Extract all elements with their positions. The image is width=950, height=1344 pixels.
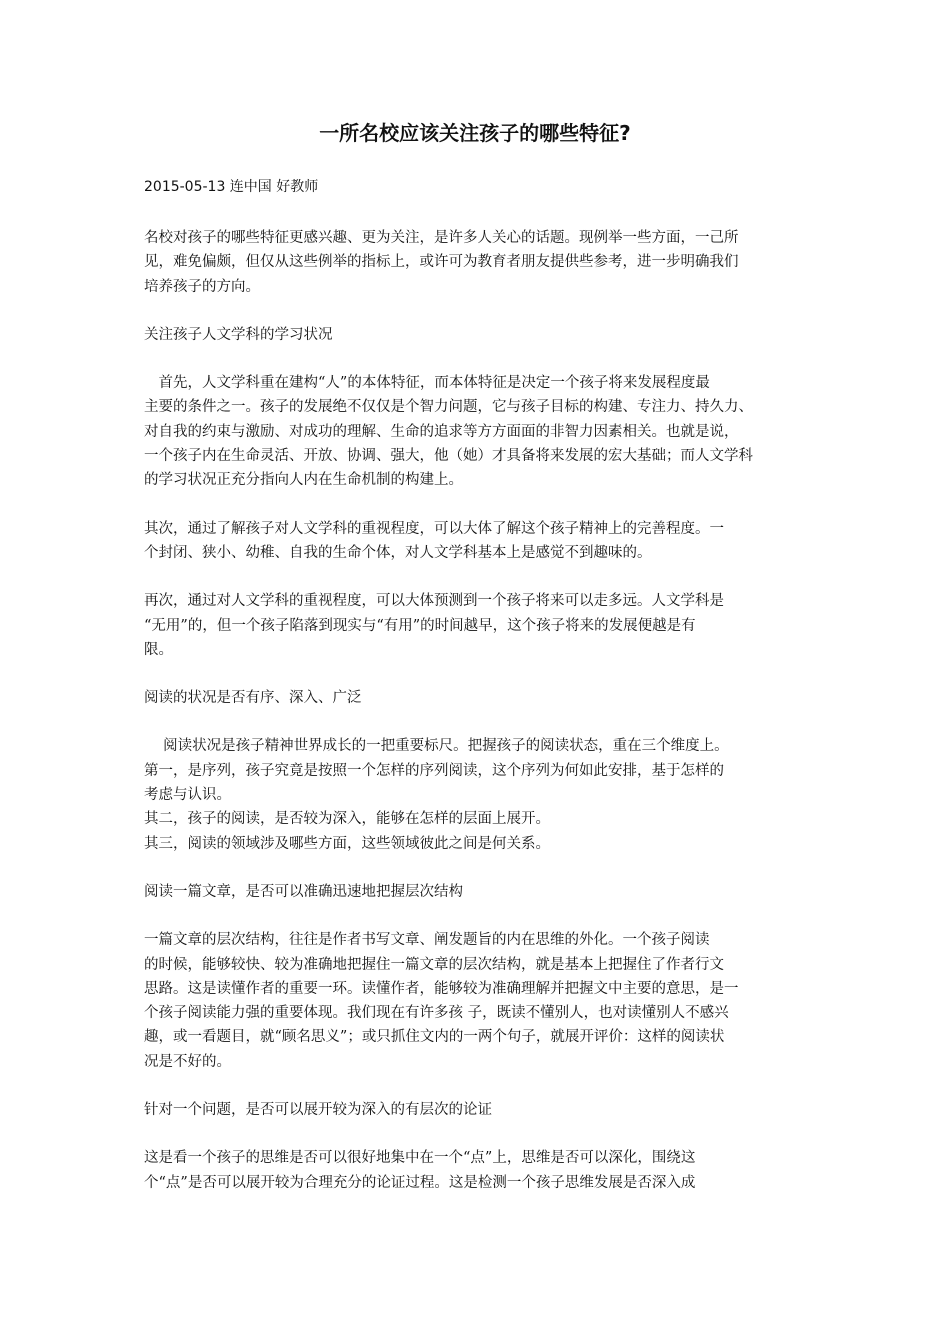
text-line: 第一，是序列，孩子究竟是按照一个怎样的序列阅读，这个序列为何如此安排，基于怎样的 bbox=[144, 762, 724, 779]
section-heading: 阅读的状况是否有序、深入、广泛 bbox=[144, 690, 362, 707]
paragraph bbox=[144, 371, 808, 492]
article-body bbox=[144, 226, 808, 1219]
text-line: 对自我的约束与激励、对成功的理解、生命的追求等方方面面的非智力因素相关。也就是说， bbox=[144, 423, 739, 440]
article-meta: 2015-05-13 连中国 好教师 bbox=[144, 179, 319, 195]
text-line: 首先，人文学科重在建构“人”的本体特征，而本体特征是决定一个孩子将来发展程度最 bbox=[144, 375, 710, 392]
text-line: 思路。这是读懂作者的重要一环。读懂作者，能够较为准确理解并把握文中主要的意思，是一 bbox=[144, 980, 739, 997]
paragraph bbox=[144, 589, 808, 662]
section-heading: 关注孩子人文学科的学习状况 bbox=[144, 326, 333, 343]
text-line: 个封闭、狭小、幼稚、自我的生命个体，对人文学科基本上是感觉不到趣味的。 bbox=[144, 544, 652, 561]
paragraph bbox=[144, 1146, 808, 1195]
text-line: 的学习状况正充分指向人内在生命机制的构建上。 bbox=[144, 472, 463, 489]
text-line: 主要的条件之一。孩子的发展绝不仅仅是个智力问题，它与孩子目标的构建、专注力、持久力、 bbox=[144, 399, 753, 416]
paragraph bbox=[144, 734, 808, 855]
text-line: 培养孩子的方向。 bbox=[144, 278, 260, 295]
paragraph bbox=[144, 517, 808, 566]
text-line: 其次，通过了解孩子对人文学科的重视程度，可以大体了解这个孩子精神上的完善程度。一 bbox=[144, 520, 724, 537]
text-line: 个孩子阅读能力强的重要体现。我们现在有许多孩 子，既读不懂别人，也对读懂别人不感兴 bbox=[144, 1005, 729, 1022]
intro-paragraph bbox=[144, 226, 808, 299]
text-line: 再次，通过对人文学科的重视程度，可以大体预测到一个孩子将来可以走多远。人文学科是 bbox=[144, 593, 724, 610]
text-line: 趣，或一看题目，就“顾名思义”；或只抓住文内的一两个句子，就展开评价：这样的阅读状 bbox=[144, 1029, 725, 1046]
text-line: 的时候，能够较快、较为准确地把握住一篇文章的层次结构，就是基本上把握住了作者行文 bbox=[144, 956, 724, 973]
text-line: 其二，孩子的阅读，是否较为深入，能够在怎样的层面上展开。 bbox=[144, 811, 550, 828]
text-line: 考虑与认识。 bbox=[144, 787, 231, 804]
text-line: 况是不好的。 bbox=[144, 1053, 231, 1070]
text-line: 名校对孩子的哪些特征更感兴趣、更为关注，是许多人关心的话题。现例举一些方面，一己所 bbox=[144, 230, 739, 246]
article-title: 一所名校应该关注孩子的哪些特征? bbox=[319, 121, 631, 145]
text-line: 限。 bbox=[144, 641, 173, 658]
text-line: 个“点”是否可以展开较为合理充分的论证过程。这是检测一个孩子思维发展是否深入成 bbox=[144, 1174, 696, 1191]
paragraph bbox=[144, 928, 808, 1074]
text-line: 这是看一个孩子的思维是否可以很好地集中在一个“点”上，思维是否可以深化，围绕这 bbox=[144, 1150, 696, 1167]
text-line: 见，难免偏颇，但仅从这些例举的指标上，或许可为教育者朋友提供些参考，进一步明确我们 bbox=[144, 254, 739, 271]
text-line: 一篇文章的层次结构，往往是作者书写文章、阐发题旨的内在思维的外化。一个孩子阅读 bbox=[144, 932, 710, 949]
section-heading: 针对一个问题，是否可以展开较为深入的有层次的论证 bbox=[144, 1102, 492, 1119]
text-line: 阅读状况是孩子精神世界成长的一把重要标尺。把握孩子的阅读状态，重在三个维度上。 bbox=[144, 738, 729, 755]
text-line: 其三，阅读的领域涉及哪些方面，这些领域彼此之间是何关系。 bbox=[144, 835, 550, 852]
text-line: 一个孩子内在生命灵活、开放、协调、强大，他（她）才具备将来发展的宏大基础；而人文学科 bbox=[144, 448, 753, 465]
text-line: “无用”的，但一个孩子陷落到现实与“有用”的时间越早，这个孩子将来的发展便越是有 bbox=[144, 617, 696, 634]
section-heading: 阅读一篇文章，是否可以准确迅速地把握层次结构 bbox=[144, 883, 463, 900]
